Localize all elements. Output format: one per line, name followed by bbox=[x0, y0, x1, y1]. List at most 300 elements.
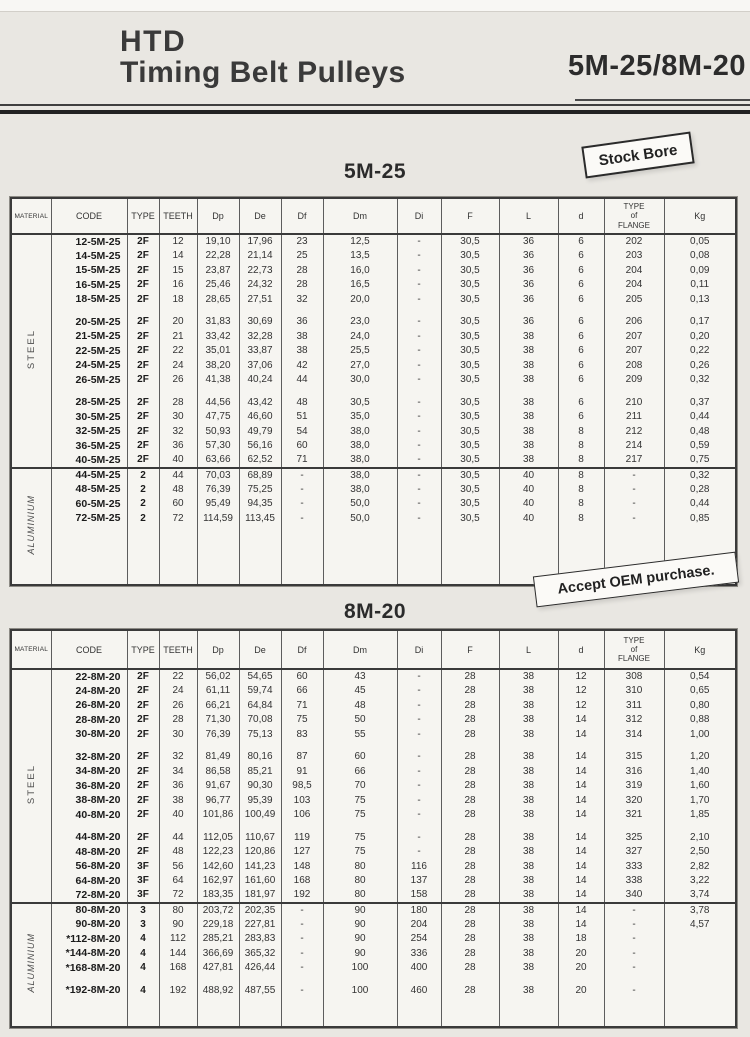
cell-type: 2F bbox=[127, 358, 159, 373]
cell-dp: 22,28 bbox=[197, 249, 239, 264]
cell-l: 38 bbox=[499, 344, 558, 359]
cell-teeth: 40 bbox=[159, 453, 197, 468]
cell-flange: 212 bbox=[604, 424, 664, 439]
cell-code: 38-8M-20 bbox=[51, 793, 127, 808]
cell-dm: 23,0 bbox=[323, 315, 397, 330]
cell-dp: 162,97 bbox=[197, 874, 239, 889]
table-gap-row bbox=[11, 307, 736, 315]
cell-kg bbox=[664, 946, 736, 961]
pulley-table-5m25 bbox=[10, 197, 737, 586]
cell-di: - bbox=[397, 497, 441, 512]
gap-cell bbox=[51, 742, 127, 750]
cell-dm: 90 bbox=[323, 932, 397, 947]
cell-de: 120,86 bbox=[239, 845, 281, 860]
cell-teeth: 30 bbox=[159, 727, 197, 742]
cell-teeth: 36 bbox=[159, 439, 197, 454]
gap-cell bbox=[499, 998, 558, 1027]
cell-dm: 60 bbox=[323, 750, 397, 765]
cell-l: 38 bbox=[499, 961, 558, 976]
cell-d: 6 bbox=[558, 234, 604, 249]
cell-d: 14 bbox=[558, 830, 604, 845]
cell-de: 32,28 bbox=[239, 329, 281, 344]
gap-cell bbox=[604, 307, 664, 315]
gap-cell bbox=[281, 387, 323, 395]
cell-kg: 2,82 bbox=[664, 859, 736, 874]
page-title bbox=[120, 26, 406, 88]
cell-flange: 204 bbox=[604, 278, 664, 293]
oem-label: Accept OEM purchase. bbox=[556, 561, 716, 598]
cell-teeth: 28 bbox=[159, 713, 197, 728]
cell-flange: 321 bbox=[604, 808, 664, 823]
cell-code: 36-5M-25 bbox=[51, 439, 127, 454]
cell-de: 62,52 bbox=[239, 453, 281, 468]
cell-kg: 2,50 bbox=[664, 845, 736, 860]
cell-teeth: 44 bbox=[159, 468, 197, 483]
cell-code: 26-5M-25 bbox=[51, 373, 127, 388]
cell-f: 28 bbox=[441, 793, 499, 808]
col-header-material: MATERIAL bbox=[11, 198, 51, 234]
table-row bbox=[11, 358, 736, 373]
cell-dm: 90 bbox=[323, 903, 397, 918]
page-top-margin bbox=[0, 0, 750, 12]
cell-f: 28 bbox=[441, 932, 499, 947]
gap-cell bbox=[558, 742, 604, 750]
gap-cell bbox=[604, 998, 664, 1027]
cell-de: 59,74 bbox=[239, 684, 281, 699]
cell-teeth: 30 bbox=[159, 410, 197, 425]
cell-type: 2F bbox=[127, 713, 159, 728]
cell-de: 68,89 bbox=[239, 468, 281, 483]
cell-dm: 45 bbox=[323, 684, 397, 699]
cell-code: 44-5M-25 bbox=[51, 468, 127, 483]
cell-type: 2F bbox=[127, 424, 159, 439]
cell-teeth: 21 bbox=[159, 329, 197, 344]
cell-l: 38 bbox=[499, 713, 558, 728]
cell-f: 30,5 bbox=[441, 439, 499, 454]
cell-kg: 0,20 bbox=[664, 329, 736, 344]
cell-di: - bbox=[397, 424, 441, 439]
cell-kg: 0,65 bbox=[664, 684, 736, 699]
cell-dm: 100 bbox=[323, 983, 397, 998]
col-header-kg: Kg bbox=[664, 630, 736, 669]
cell-di: - bbox=[397, 830, 441, 845]
cell-de: 49,79 bbox=[239, 424, 281, 439]
cell-df: 28 bbox=[281, 278, 323, 293]
gap-cell bbox=[397, 742, 441, 750]
cell-f: 28 bbox=[441, 859, 499, 874]
cell-dp: 142,60 bbox=[197, 859, 239, 874]
cell-di: 137 bbox=[397, 874, 441, 889]
cell-l: 38 bbox=[499, 329, 558, 344]
cell-df: 71 bbox=[281, 698, 323, 713]
cell-f: 28 bbox=[441, 830, 499, 845]
gap-cell bbox=[323, 307, 397, 315]
cell-f: 30,5 bbox=[441, 234, 499, 249]
cell-type: 2F bbox=[127, 292, 159, 307]
cell-l: 38 bbox=[499, 874, 558, 889]
cell-code: 56-8M-20 bbox=[51, 859, 127, 874]
cell-kg: 0,37 bbox=[664, 395, 736, 410]
cell-flange: - bbox=[604, 983, 664, 998]
cell-code: 16-5M-25 bbox=[51, 278, 127, 293]
gap-cell bbox=[197, 998, 239, 1027]
cell-dp: 35,01 bbox=[197, 344, 239, 359]
cell-f: 30,5 bbox=[441, 358, 499, 373]
cell-d: 20 bbox=[558, 961, 604, 976]
cell-l: 38 bbox=[499, 395, 558, 410]
gap-cell bbox=[441, 998, 499, 1027]
cell-kg: 0,05 bbox=[664, 234, 736, 249]
cell-d: 8 bbox=[558, 511, 604, 526]
cell-kg: 0,54 bbox=[664, 669, 736, 684]
cell-f: 28 bbox=[441, 874, 499, 889]
cell-kg: 1,40 bbox=[664, 764, 736, 779]
cell-dp: 229,18 bbox=[197, 917, 239, 932]
cell-flange: 314 bbox=[604, 727, 664, 742]
cell-teeth: 26 bbox=[159, 698, 197, 713]
cell-f: 30,5 bbox=[441, 292, 499, 307]
cell-kg bbox=[664, 961, 736, 976]
cell-df: 192 bbox=[281, 888, 323, 903]
cell-code: 18-5M-25 bbox=[51, 292, 127, 307]
cell-de: 43,42 bbox=[239, 395, 281, 410]
gap-cell bbox=[604, 975, 664, 983]
gap-cell bbox=[499, 975, 558, 983]
gap-cell bbox=[51, 822, 127, 830]
gap-cell bbox=[397, 526, 441, 585]
cell-dm: 75 bbox=[323, 793, 397, 808]
cell-l: 38 bbox=[499, 888, 558, 903]
cell-code: *168-8M-20 bbox=[51, 961, 127, 976]
cell-code: 60-5M-25 bbox=[51, 497, 127, 512]
gap-cell bbox=[159, 975, 197, 983]
cell-f: 28 bbox=[441, 961, 499, 976]
material-label: STEEL bbox=[25, 764, 37, 805]
cell-flange: - bbox=[604, 511, 664, 526]
table-row bbox=[11, 727, 736, 742]
cell-flange: 319 bbox=[604, 779, 664, 794]
gap-cell bbox=[127, 822, 159, 830]
cell-d: 14 bbox=[558, 727, 604, 742]
cell-d: 6 bbox=[558, 410, 604, 425]
gap-cell bbox=[197, 526, 239, 585]
cell-dp: 122,23 bbox=[197, 845, 239, 860]
col-header-code: CODE bbox=[51, 630, 127, 669]
cell-di: - bbox=[397, 344, 441, 359]
col-header-type: TYPE bbox=[127, 630, 159, 669]
cell-d: 14 bbox=[558, 874, 604, 889]
cell-de: 24,32 bbox=[239, 278, 281, 293]
cell-teeth: 64 bbox=[159, 874, 197, 889]
cell-d: 14 bbox=[558, 859, 604, 874]
gap-cell bbox=[159, 307, 197, 315]
cell-code: 21-5M-25 bbox=[51, 329, 127, 344]
cell-flange: 311 bbox=[604, 698, 664, 713]
cell-df: 54 bbox=[281, 424, 323, 439]
cell-l: 38 bbox=[499, 830, 558, 845]
cell-teeth: 144 bbox=[159, 946, 197, 961]
cell-dm: 50,0 bbox=[323, 511, 397, 526]
cell-l: 36 bbox=[499, 234, 558, 249]
cell-df: 51 bbox=[281, 410, 323, 425]
gap-cell bbox=[664, 822, 736, 830]
cell-df: 60 bbox=[281, 669, 323, 684]
gap-cell bbox=[558, 387, 604, 395]
cell-type: 2F bbox=[127, 373, 159, 388]
cell-d: 6 bbox=[558, 292, 604, 307]
gap-cell bbox=[51, 307, 127, 315]
cell-type: 4 bbox=[127, 932, 159, 947]
cell-flange: 205 bbox=[604, 292, 664, 307]
cell-df: 87 bbox=[281, 750, 323, 765]
cell-df: 83 bbox=[281, 727, 323, 742]
cell-df: 38 bbox=[281, 344, 323, 359]
cell-flange: 208 bbox=[604, 358, 664, 373]
cell-df: 91 bbox=[281, 764, 323, 779]
cell-l: 38 bbox=[499, 727, 558, 742]
cell-code: 28-5M-25 bbox=[51, 395, 127, 410]
cell-df: 48 bbox=[281, 395, 323, 410]
cell-dp: 285,21 bbox=[197, 932, 239, 947]
cell-f: 28 bbox=[441, 684, 499, 699]
cell-type: 4 bbox=[127, 946, 159, 961]
cell-type: 2F bbox=[127, 234, 159, 249]
cell-teeth: 26 bbox=[159, 373, 197, 388]
cell-kg: 0,09 bbox=[664, 263, 736, 278]
cell-df: 36 bbox=[281, 315, 323, 330]
cell-teeth: 72 bbox=[159, 888, 197, 903]
gap-cell bbox=[323, 387, 397, 395]
cell-type: 2F bbox=[127, 750, 159, 765]
cell-l: 38 bbox=[499, 358, 558, 373]
gap-cell bbox=[664, 307, 736, 315]
cell-f: 28 bbox=[441, 983, 499, 998]
cell-type: 2F bbox=[127, 278, 159, 293]
table-row bbox=[11, 373, 736, 388]
cell-l: 38 bbox=[499, 859, 558, 874]
cell-dp: 31,83 bbox=[197, 315, 239, 330]
cell-di: - bbox=[397, 713, 441, 728]
cell-flange: - bbox=[604, 946, 664, 961]
cell-dm: 43 bbox=[323, 669, 397, 684]
gap-cell bbox=[441, 822, 499, 830]
table-row bbox=[11, 292, 736, 307]
cell-flange: - bbox=[604, 903, 664, 918]
cell-dm: 48 bbox=[323, 698, 397, 713]
cell-de: 46,60 bbox=[239, 410, 281, 425]
cell-l: 36 bbox=[499, 278, 558, 293]
table-row bbox=[11, 808, 736, 823]
col-header-dp: Dp bbox=[197, 198, 239, 234]
cell-dp: 28,65 bbox=[197, 292, 239, 307]
cell-di: 116 bbox=[397, 859, 441, 874]
cell-code: *144-8M-20 bbox=[51, 946, 127, 961]
table-row bbox=[11, 329, 736, 344]
cell-d: 6 bbox=[558, 315, 604, 330]
cell-f: 30,5 bbox=[441, 344, 499, 359]
cell-dp: 96,77 bbox=[197, 793, 239, 808]
cell-dm: 55 bbox=[323, 727, 397, 742]
table-row bbox=[11, 698, 736, 713]
cell-flange: 312 bbox=[604, 713, 664, 728]
cell-teeth: 168 bbox=[159, 961, 197, 976]
cell-de: 365,32 bbox=[239, 946, 281, 961]
model-range-label: 5M-25/8M-20 bbox=[568, 50, 746, 82]
cell-l: 38 bbox=[499, 983, 558, 998]
table-row bbox=[11, 830, 736, 845]
material-label: STEEL bbox=[25, 329, 37, 370]
cell-df: 66 bbox=[281, 684, 323, 699]
cell-code: 34-8M-20 bbox=[51, 764, 127, 779]
cell-de: 30,69 bbox=[239, 315, 281, 330]
cell-flange: - bbox=[604, 468, 664, 483]
cell-kg: 0,32 bbox=[664, 468, 736, 483]
gap-cell bbox=[441, 307, 499, 315]
cell-dp: 61,11 bbox=[197, 684, 239, 699]
cell-type: 2F bbox=[127, 684, 159, 699]
cell-de: 283,83 bbox=[239, 932, 281, 947]
gap-cell bbox=[159, 387, 197, 395]
cell-d: 12 bbox=[558, 684, 604, 699]
cell-flange: - bbox=[604, 917, 664, 932]
cell-dp: 70,03 bbox=[197, 468, 239, 483]
cell-d: 14 bbox=[558, 917, 604, 932]
material-cell bbox=[11, 669, 51, 903]
cell-f: 28 bbox=[441, 779, 499, 794]
cell-code: 40-8M-20 bbox=[51, 808, 127, 823]
table-row bbox=[11, 424, 736, 439]
col-header-d: d bbox=[558, 630, 604, 669]
cell-di: - bbox=[397, 698, 441, 713]
cell-kg: 0,08 bbox=[664, 249, 736, 264]
cell-di: - bbox=[397, 793, 441, 808]
col-header-flange-line: TYPE bbox=[623, 202, 645, 212]
cell-kg: 1,60 bbox=[664, 779, 736, 794]
cell-type: 3F bbox=[127, 859, 159, 874]
table-gap-row bbox=[11, 387, 736, 395]
cell-flange: 202 bbox=[604, 234, 664, 249]
cell-d: 14 bbox=[558, 903, 604, 918]
cell-code: 30-5M-25 bbox=[51, 410, 127, 425]
cell-di: - bbox=[397, 468, 441, 483]
cell-df: 148 bbox=[281, 859, 323, 874]
gap-cell bbox=[664, 975, 736, 983]
cell-f: 30,5 bbox=[441, 511, 499, 526]
cell-type: 2F bbox=[127, 764, 159, 779]
cell-d: 6 bbox=[558, 344, 604, 359]
cell-f: 28 bbox=[441, 888, 499, 903]
cell-flange: 204 bbox=[604, 263, 664, 278]
gap-cell bbox=[664, 742, 736, 750]
cell-di: 158 bbox=[397, 888, 441, 903]
cell-df: 75 bbox=[281, 713, 323, 728]
table-8m20-wrap bbox=[10, 629, 737, 1028]
table-row bbox=[11, 932, 736, 947]
material-label: ALUMINIUM bbox=[26, 933, 37, 993]
cell-d: 18 bbox=[558, 932, 604, 947]
cell-type: 2F bbox=[127, 453, 159, 468]
cell-de: 40,24 bbox=[239, 373, 281, 388]
col-header-l: L bbox=[499, 198, 558, 234]
cell-dp: 95,49 bbox=[197, 497, 239, 512]
cell-df: - bbox=[281, 511, 323, 526]
table-gap-row bbox=[11, 742, 736, 750]
cell-type: 2F bbox=[127, 830, 159, 845]
gap-cell bbox=[323, 742, 397, 750]
cell-flange: 206 bbox=[604, 315, 664, 330]
cell-l: 38 bbox=[499, 932, 558, 947]
cell-code: 36-8M-20 bbox=[51, 779, 127, 794]
gap-cell bbox=[499, 822, 558, 830]
cell-di: - bbox=[397, 315, 441, 330]
cell-dp: 366,69 bbox=[197, 946, 239, 961]
cell-df: 127 bbox=[281, 845, 323, 860]
cell-type: 2 bbox=[127, 511, 159, 526]
cell-flange: 315 bbox=[604, 750, 664, 765]
gap-cell bbox=[197, 307, 239, 315]
gap-cell bbox=[604, 742, 664, 750]
table-row bbox=[11, 713, 736, 728]
cell-dm: 90 bbox=[323, 917, 397, 932]
cell-f: 30,5 bbox=[441, 329, 499, 344]
cell-teeth: 44 bbox=[159, 830, 197, 845]
cell-flange: 211 bbox=[604, 410, 664, 425]
col-header-kg: Kg bbox=[664, 198, 736, 234]
cell-l: 38 bbox=[499, 439, 558, 454]
cell-kg: 1,00 bbox=[664, 727, 736, 742]
cell-dp: 66,21 bbox=[197, 698, 239, 713]
gap-cell bbox=[323, 975, 397, 983]
cell-di: - bbox=[397, 764, 441, 779]
cell-df: 71 bbox=[281, 453, 323, 468]
cell-di: - bbox=[397, 808, 441, 823]
gap-cell bbox=[499, 387, 558, 395]
cell-f: 28 bbox=[441, 713, 499, 728]
cell-type: 4 bbox=[127, 961, 159, 976]
cell-flange: 209 bbox=[604, 373, 664, 388]
table-row bbox=[11, 669, 736, 684]
cell-dm: 30,5 bbox=[323, 395, 397, 410]
col-header-flange bbox=[604, 630, 664, 669]
cell-dp: 71,30 bbox=[197, 713, 239, 728]
cell-df: 38 bbox=[281, 329, 323, 344]
cell-code: 90-8M-20 bbox=[51, 917, 127, 932]
cell-code: 12-5M-25 bbox=[51, 234, 127, 249]
cell-di: - bbox=[397, 511, 441, 526]
cell-di: - bbox=[397, 234, 441, 249]
cell-f: 30,5 bbox=[441, 249, 499, 264]
cell-di: - bbox=[397, 750, 441, 765]
cell-code: 72-8M-20 bbox=[51, 888, 127, 903]
cell-dm: 80 bbox=[323, 859, 397, 874]
cell-l: 38 bbox=[499, 373, 558, 388]
gap-cell bbox=[127, 307, 159, 315]
gap-cell bbox=[397, 998, 441, 1027]
cell-dp: 101,86 bbox=[197, 808, 239, 823]
cell-type: 3 bbox=[127, 917, 159, 932]
gap-cell bbox=[441, 387, 499, 395]
cell-flange: 340 bbox=[604, 888, 664, 903]
cell-dm: 38,0 bbox=[323, 482, 397, 497]
table-gap-row bbox=[11, 975, 736, 983]
cell-flange: 316 bbox=[604, 764, 664, 779]
cell-kg: 0,85 bbox=[664, 511, 736, 526]
cell-de: 95,39 bbox=[239, 793, 281, 808]
cell-df: 103 bbox=[281, 793, 323, 808]
cell-f: 30,5 bbox=[441, 373, 499, 388]
cell-dp: 76,39 bbox=[197, 727, 239, 742]
cell-teeth: 48 bbox=[159, 482, 197, 497]
